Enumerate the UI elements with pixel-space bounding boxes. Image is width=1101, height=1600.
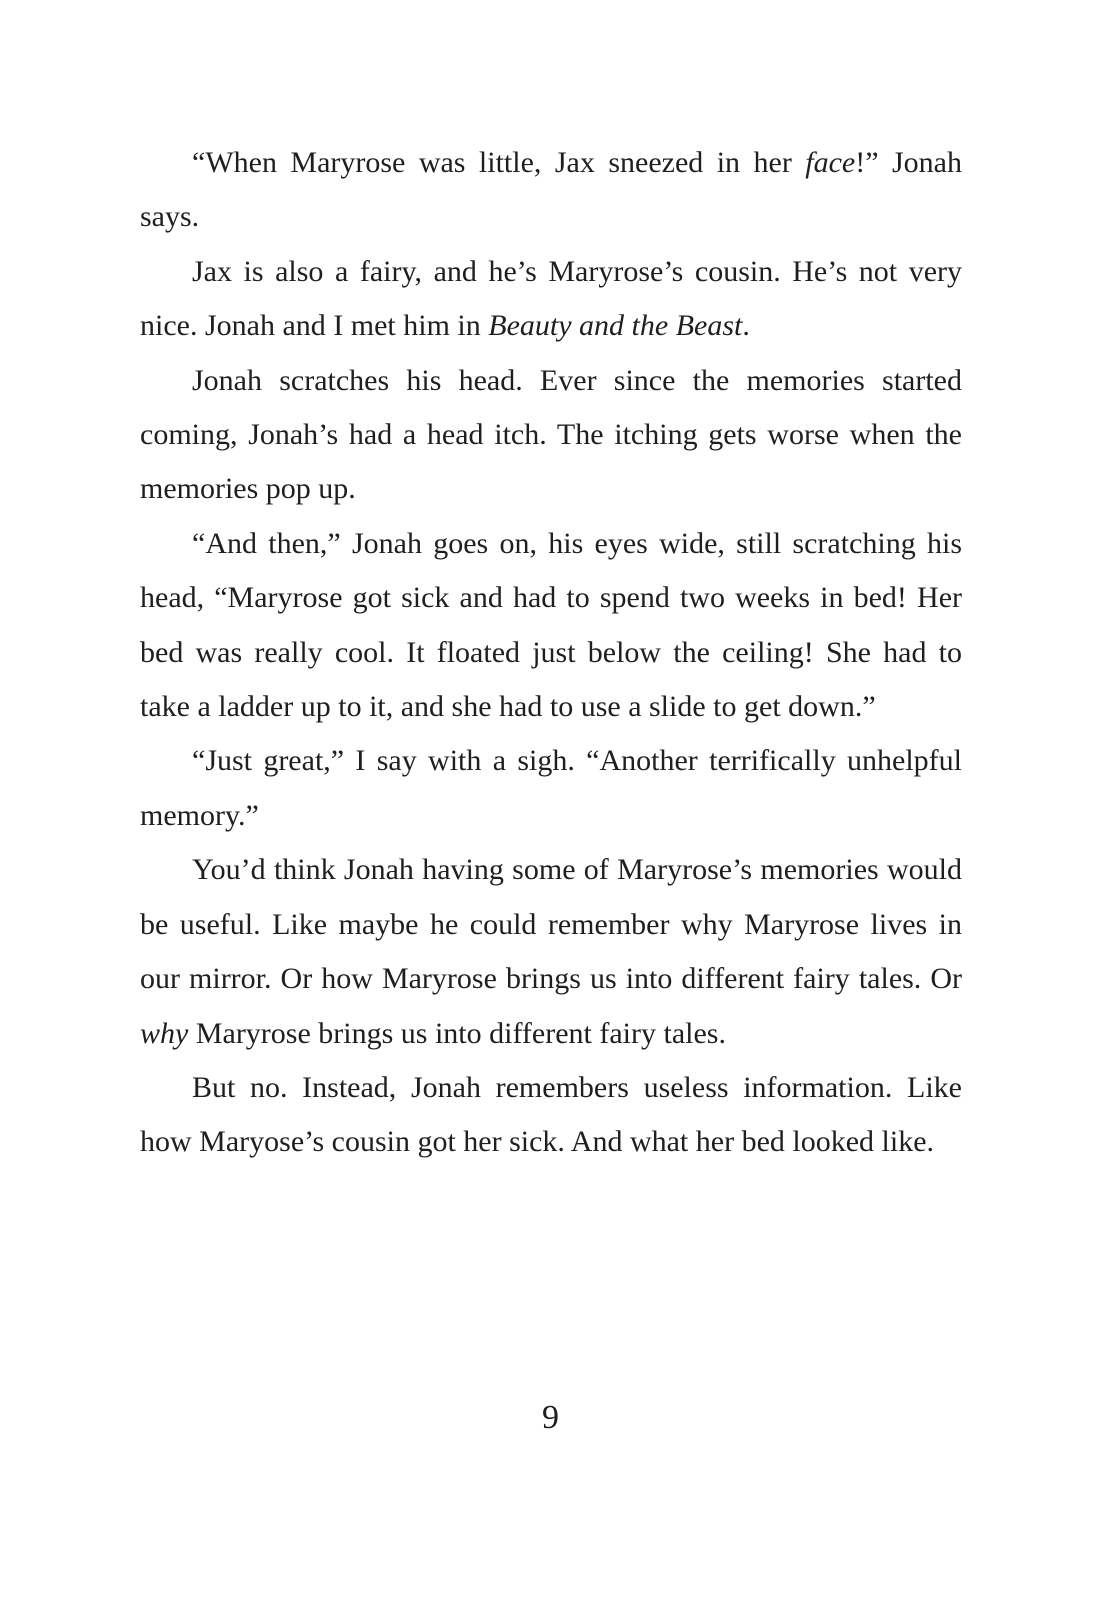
text-segment: .	[742, 309, 750, 343]
text-segment: “Just great,” I say with a sigh. “Another terrifically unhelpful memory.”	[140, 744, 962, 832]
italic-text-segment: Beauty and the Beast	[488, 309, 743, 343]
paragraph	[140, 843, 962, 1061]
body-text	[140, 136, 962, 1170]
paragraph	[140, 734, 962, 843]
text-segment: “And then,” Jonah goes on, his eyes wide, still scratching his head, “Maryrose got sick and had to spend two weeks in bed! Her bed was really cool. It floated just below the ceiling! She had to take a ladder up to it, and she had to use a slide to get down.”	[140, 526, 962, 724]
page-number: 9	[542, 1399, 559, 1436]
italic-text-segment: face	[805, 146, 856, 179]
text-segment: !” Jonah says.	[140, 146, 963, 234]
paragraph	[140, 517, 962, 735]
paragraph	[140, 354, 962, 517]
paragraph	[140, 136, 962, 245]
text-segment: Jax is also a fairy, and he’s Maryrose’s cousin. He’s not very nice. Jonah and I met him in	[140, 254, 962, 343]
paragraph	[140, 1061, 962, 1170]
paragraph	[140, 245, 962, 354]
italic-text-segment: why	[140, 1016, 189, 1050]
text-segment: But no. Instead, Jonah remembers useless information. Like how Maryose’s cousin got her sick. And what her bed looked like.	[140, 1070, 962, 1159]
text-segment: You’d think Jonah having some of Maryrose’s memories would be useful. Like maybe he could remember why Maryrose lives in our mirror. Or how Maryrose brings us into different fairy tales. Or	[140, 853, 962, 996]
text-segment: Maryrose brings us into different fairy tales.	[188, 1016, 726, 1050]
text-segment: Jonah scratches his head. Ever since the memories started coming, Jonah’s had a head itch. The itching gets worse when the memories pop up.	[140, 363, 962, 506]
text-segment: “When Maryrose was little, Jax sneezed in her	[192, 146, 806, 179]
